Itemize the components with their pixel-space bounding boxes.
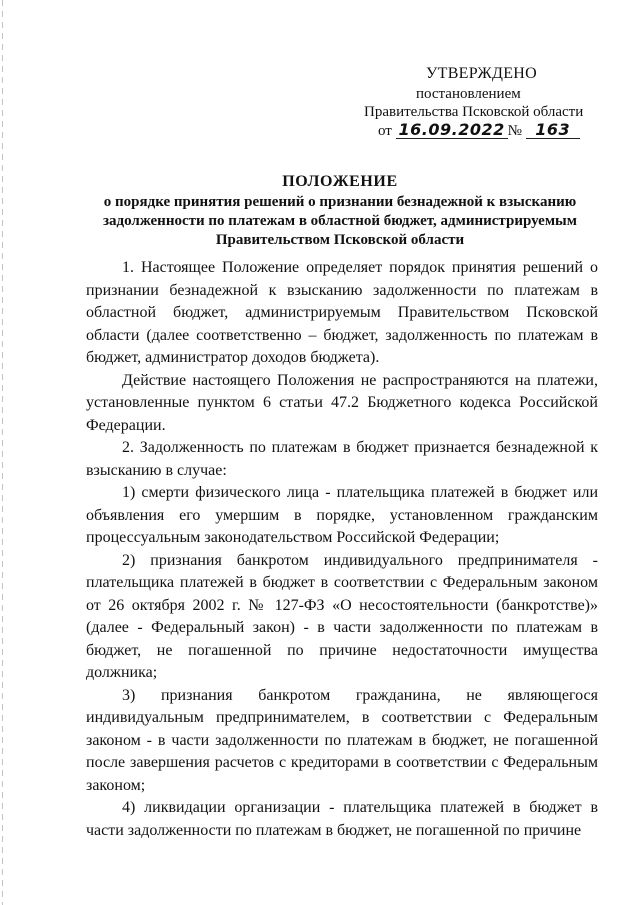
document-subtitle-line-2: задолженности по платежам в областной бюджет, администрируемым: [103, 213, 577, 229]
paragraph-2: Действие настоящего Положения не распространяются на платежи, установленные пунктом 6 статьи 47.2 Бюджетного кодекса Российской Федерации.: [86, 371, 598, 434]
paragraph-5: 2) признания банкротом индивидуального предпринимателя - плательщика платежей в бюджет в соответствии с Федеральным законом от 26 октября 2002 г. № 127-ФЗ «О несостоятельности (банкротстве)» (далее - Федеральный закон) - в части задолженности по платежам в бюджет, не погашенной по причине недостаточности имущества должника;: [86, 551, 598, 681]
document-body: [86, 257, 598, 842]
document-heading: [70, 172, 610, 250]
approval-title: УТВЕРЖДЕНО: [426, 65, 538, 82]
approval-number-handwritten: 163: [526, 122, 580, 139]
approval-line-resolution: постановлением: [416, 86, 521, 102]
paragraph-7: 4) ликвидации организации - плательщика платежей в бюджет в части задолженности по платежам в бюджет, не погашенной по причине: [86, 799, 598, 839]
paragraph-1: 1. Настоящее Положение определяет порядок принятия решений о признании безнадежной к взысканию задолженности по платежам в областной бюджет, администрируемым Правительством Псковской области (далее соответственно – бюджет, задолженность по платежам в бюджет, администратор доходов бюджета).: [86, 259, 598, 366]
approval-from-label: от: [378, 123, 392, 139]
scan-edge-mark: [2, 0, 3, 905]
paragraph-6: 3) признания банкротом гражданина, не являющегося индивидуальным предпринимателем, в соответствии с Федеральным законом - в части задолженности по платежам в бюджет, не погашенной после завершения расчетов с кредиторами в соответствии с Федеральным законом;: [86, 686, 598, 794]
document-subtitle-line-1: о порядке принятия решений о признании безнадежной к взысканию: [103, 194, 577, 210]
paragraph-4: 1) смерти физического лица - плательщика платежей в бюджет или объявления его умершим в порядке, установленном гражданским процессуальным законодательством Российской Федерации;: [86, 484, 598, 546]
paragraph-3: 2. Задолженность по платежам в бюджет признается безнадежной к взысканию в случае:: [86, 439, 598, 479]
approval-date-handwritten: 16.09.2022: [396, 122, 508, 139]
approval-number-label: №: [507, 123, 522, 139]
approval-line-government: Правительства Псковской области: [364, 104, 584, 120]
document-title: ПОЛОЖЕНИЕ: [282, 173, 398, 190]
approval-date-number-line: [378, 122, 580, 141]
document-subtitle-line-3: Правительством Псковской области: [215, 232, 465, 248]
